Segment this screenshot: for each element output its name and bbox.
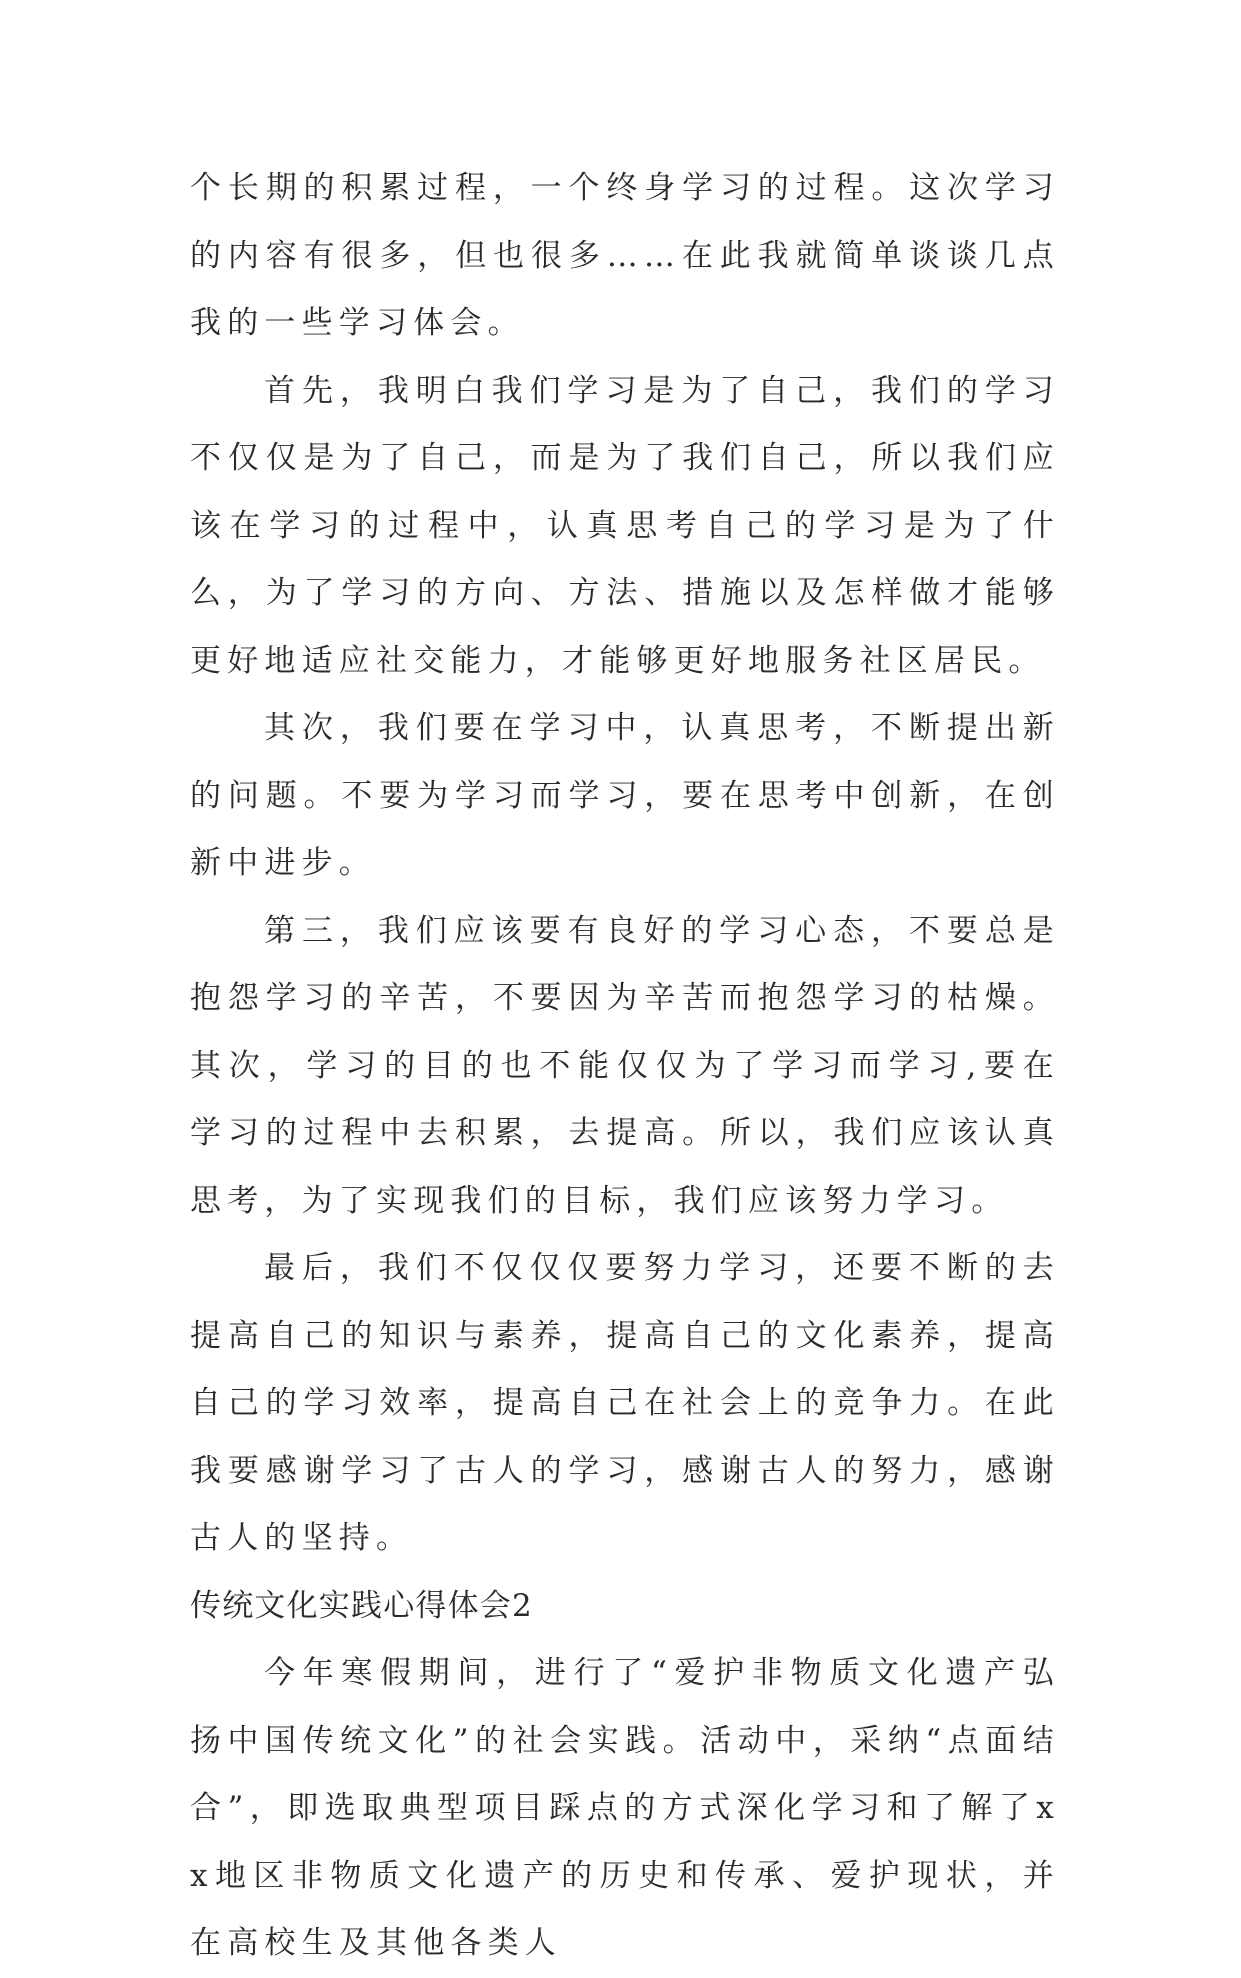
paragraph-section-intro: 今年寒假期间，进行了“爱护非物质文化遗产弘扬中国传统文化”的社会实践。活动中，采纳“点面结合”，即选取典型项目踩点的方式深化学习和了解了xx地区非物质文化遗产的历史和传承、爱护现状，并在高校生及其他各类人: [190, 1655, 1060, 1961]
paragraph-second-point: 其次，我们要在学习中，认真思考，不断提出新的问题。不要为学习而学习，要在思考中创新，在创新中进步。: [190, 710, 1060, 881]
paragraph-third-point: 第三，我们应该要有良好的学习心态，不要总是抱怨学习的辛苦，不要因为辛苦而抱怨学习的枯燥。其次，学习的目的也不能仅仅为了学习而学习,要在学习的过程中去积累，去提高。所以，我们应该认真思考，为了实现我们的目标，我们应该努力学习。: [190, 912, 1060, 1219]
section-heading: 传统文化实践心得体会2: [190, 1587, 533, 1624]
paragraph-final-point: 最后，我们不仅仅仅要努力学习，还要不断的去提高自己的知识与素养，提高自己的文化素养，提高自己的学习效率，提高自己在社会上的竞争力。在此我要感谢学习了古人的学习，感谢古人的努力，感谢古人的坚持。: [190, 1250, 1060, 1556]
document-page: [190, 155, 1060, 1978]
paragraph-continuation: 个长期的积累过程，一个终身学习的过程。这次学习的内容有很多，但也很多……在此我就简单谈谈几点我的一些学习体会。: [190, 170, 1060, 341]
paragraph-first-point: 首先，我明白我们学习是为了自己，我们的学习不仅仅是为了自己，而是为了我们自己，所以我们应该在学习的过程中，认真思考自己的学习是为了什么，为了学习的方向、方法、措施以及怎样做才能够更好地适应社交能力，才能够更好地服务社区居民。: [190, 372, 1060, 679]
